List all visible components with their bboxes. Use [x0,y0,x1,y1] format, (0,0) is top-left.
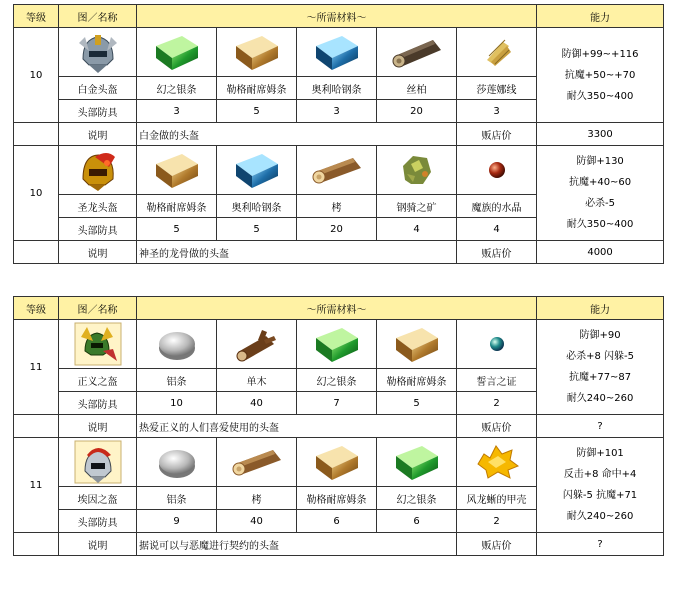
item-image-row [14,438,664,487]
ore-icon [397,150,437,190]
material-name: 铝条 [137,487,217,510]
material-image [297,438,377,487]
light-log-icon [307,152,367,188]
header-row [14,297,664,320]
item-description: 神圣的龙骨做的头盔 [137,241,457,264]
material-image [217,320,297,369]
material-qty: 5 [137,218,217,241]
item-description: 白金做的头盔 [137,123,457,146]
gold-bar-icon [232,32,282,72]
platinum-helmet-icon [73,29,123,75]
ein-helmet-icon [73,439,123,485]
material-name: 勒格耐席姆条 [377,369,457,392]
material-qty: 40 [217,510,297,533]
stat-line: 反击+8 命中+4 [563,469,637,480]
header-level: 等级 [14,297,59,320]
stat-line: 必杀-5 [585,198,616,209]
item-slot: 头部防具 [59,392,137,415]
green-bar-icon [312,324,362,364]
material-name: 幻之银条 [137,77,217,100]
material-name: 丝柏 [377,77,457,100]
material-qty: 4 [457,218,537,241]
item-level: 10 [14,146,59,241]
material-qty: 2 [457,392,537,415]
item-name: 埃因之盔 [59,487,137,510]
material-name: 风龙蜥的甲壳 [457,487,537,510]
material-name: 单木 [217,369,297,392]
stat-line: 耐久240~260 [566,393,634,404]
red-crystal-icon [477,150,517,190]
material-image [217,146,297,195]
item-slot: 头部防具 [59,510,137,533]
item-desc-row [14,533,664,556]
stat-line: 耐久350~400 [566,90,634,102]
item-image-row [14,28,664,77]
desc-label: 说明 [59,123,137,146]
material-name: 勒格耐席姆条 [217,77,297,100]
item-slot: 头部防具 [59,218,137,241]
material-qty: 5 [217,100,297,123]
item-price: 3300 [537,123,664,146]
item-stats [537,146,664,241]
item-name: 正义之盔 [59,369,137,392]
material-name: 魔族的水晶 [457,195,537,218]
stat-line: 抗魔+40~60 [568,177,632,188]
item-stats [537,28,664,123]
stat-line: 防御+99~+116 [561,48,639,60]
header-ability: 能力 [537,5,664,28]
material-name: 铝条 [137,369,217,392]
yellow-shell-icon [472,442,522,482]
item-stats [537,320,664,415]
material-image [217,438,297,487]
material-image [137,28,217,77]
material-image [137,438,217,487]
material-qty: 3 [297,100,377,123]
light-log-icon [227,444,287,480]
material-name: 幻之银条 [377,487,457,510]
material-qty: 20 [377,100,457,123]
item-image [59,28,137,77]
stat-line: 耐久240~260 [566,511,634,522]
item-level: 11 [14,320,59,415]
material-image [297,28,377,77]
material-image [457,320,537,369]
material-image [377,146,457,195]
gold-bar-icon [392,324,442,364]
equipment-table-2 [13,296,664,556]
stat-line: 必杀+8 闪躲-5 [566,351,634,362]
price-label: 贩店价 [457,241,537,264]
price-label: 贩店价 [457,533,537,556]
material-name: 钢骑之矿 [377,195,457,218]
item-desc-row [14,415,664,438]
material-qty: 20 [297,218,377,241]
gold-bar-icon [312,442,362,482]
stat-line: 防御+101 [576,448,624,459]
material-image [137,320,217,369]
material-name: 奥利哈钢条 [297,77,377,100]
dragon-helmet-icon [73,147,123,193]
material-qty: 3 [457,100,537,123]
item-description: 据说可以与恶魔进行契约的头盔 [137,533,457,556]
stat-line: 抗魔+77~87 [568,372,632,383]
material-name: 奥利哈钢条 [217,195,297,218]
aluminum-disc-icon [152,324,202,364]
price-label: 贩店价 [457,415,537,438]
material-name: 栲 [297,195,377,218]
material-image [457,146,537,195]
header-level: 等级 [14,5,59,28]
material-name: 勒格耐席姆条 [297,487,377,510]
material-image [297,320,377,369]
header-materials: ～所需材料～ [137,5,537,28]
material-name: 莎莲娜线 [457,77,537,100]
header-figure-name: 图／名称 [59,297,137,320]
material-qty: 40 [217,392,297,415]
material-image [377,28,457,77]
equipment-table-1 [13,4,664,264]
branch-wood-icon [232,324,282,364]
stat-line: 耐久350~400 [566,219,634,230]
dark-log-icon [387,34,447,70]
item-stats [537,438,664,533]
material-name: 誓言之证 [457,369,537,392]
item-image-row [14,320,664,369]
material-image [377,320,457,369]
blue-bar-icon [232,150,282,190]
stat-line: 防御+130 [576,156,624,167]
item-slot: 头部防具 [59,100,137,123]
material-qty: 6 [377,510,457,533]
material-image [377,438,457,487]
blue-bar-icon [312,32,362,72]
item-price: 4000 [537,241,664,264]
green-bar-icon [152,32,202,72]
item-desc-row [14,241,664,264]
material-name: 勒格耐席姆条 [137,195,217,218]
item-image [59,146,137,195]
item-name: 圣龙头盔 [59,195,137,218]
item-price: ? [537,415,664,438]
price-label: 贩店价 [457,123,537,146]
stat-line: 闪躲-5 抗魔+71 [562,490,638,501]
material-name: 幻之银条 [297,369,377,392]
item-description: 热爱正义的人们喜爱使用的头盔 [137,415,457,438]
material-qty: 5 [377,392,457,415]
material-name: 栲 [217,487,297,510]
desc-label: 说明 [59,415,137,438]
material-qty: 10 [137,392,217,415]
item-desc-row [14,123,664,146]
green-bar-icon [392,442,442,482]
header-row [14,5,664,28]
item-image [59,438,137,487]
thread-icon [477,32,517,72]
material-image [457,438,537,487]
item-image [59,320,137,369]
header-figure-name: 图／名称 [59,5,137,28]
material-image [137,146,217,195]
material-qty: 9 [137,510,217,533]
blue-orb-icon [477,324,517,364]
justice-helmet-icon [73,321,123,367]
material-qty: 3 [137,100,217,123]
item-level: 11 [14,438,59,533]
desc-label: 说明 [59,533,137,556]
item-image-row [14,146,664,195]
material-qty: 6 [297,510,377,533]
material-qty: 2 [457,510,537,533]
header-materials: ～所需材料～ [137,297,537,320]
desc-label: 说明 [59,241,137,264]
material-qty: 7 [297,392,377,415]
aluminum-disc-icon [152,442,202,482]
material-qty: 4 [377,218,457,241]
item-name: 白金头盔 [59,77,137,100]
material-image [217,28,297,77]
stat-line: 防御+90 [579,330,621,341]
header-ability: 能力 [537,297,664,320]
material-image [297,146,377,195]
material-qty: 5 [217,218,297,241]
item-level: 10 [14,28,59,123]
stat-line: 抗魔+50~+70 [564,69,636,81]
gold-bar-icon [152,150,202,190]
material-image [457,28,537,77]
item-price: ? [537,533,664,556]
